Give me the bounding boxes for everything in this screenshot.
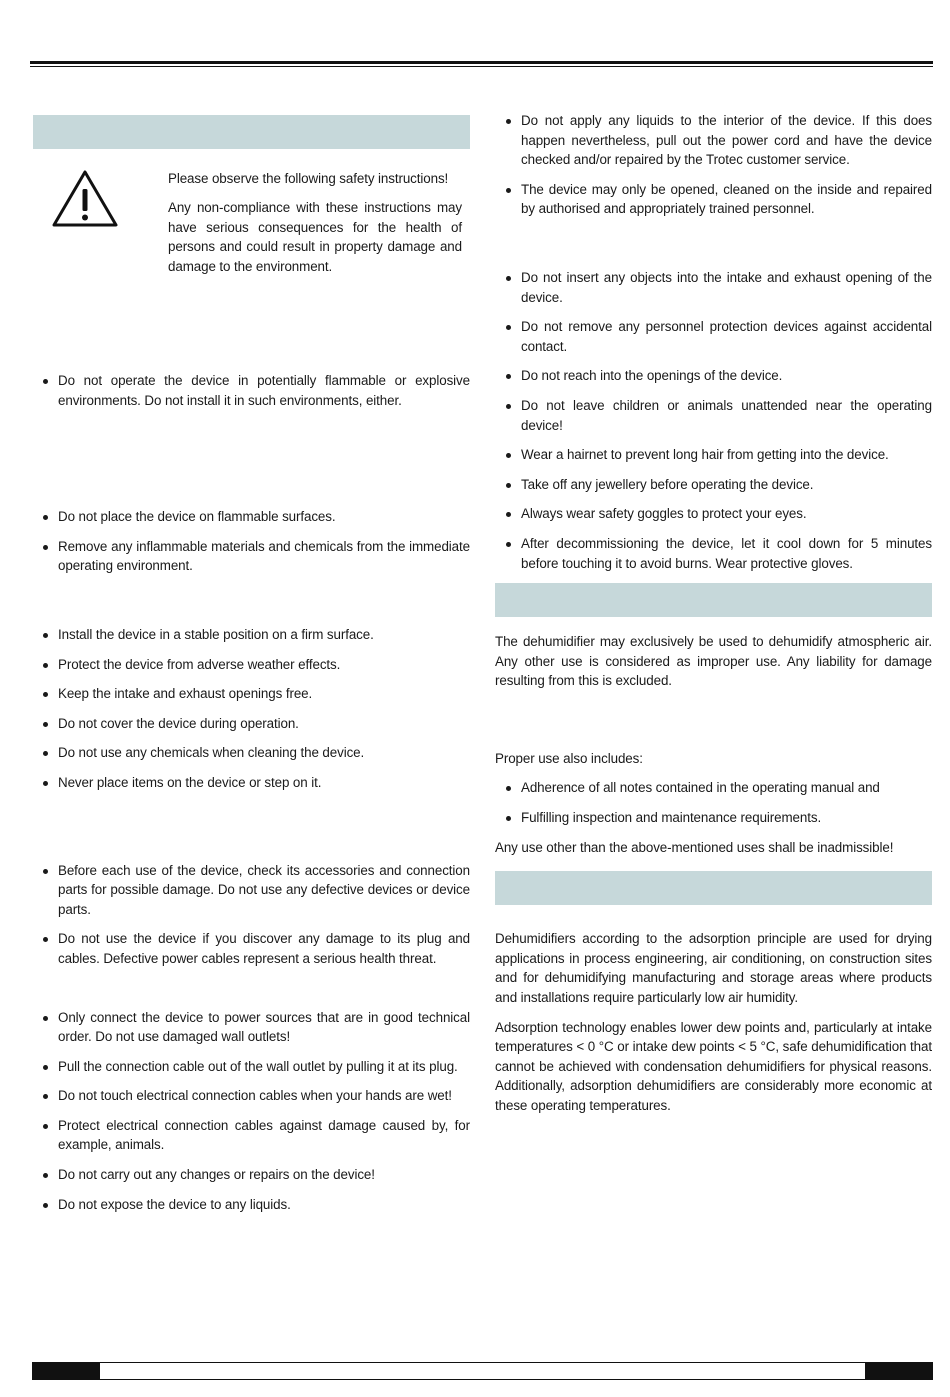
list-item: Never place items on the device or step on it. — [33, 773, 470, 793]
footer-rule — [32, 1362, 933, 1380]
list-item: Protect electrical connection cables against damage caused by, for example, animals. — [33, 1116, 470, 1155]
list-item: Pull the connection cable out of the wall outlet by pulling it at its plug. — [33, 1057, 470, 1077]
warning-block — [33, 149, 470, 334]
personal-protection-list — [495, 268, 932, 573]
list-item: Do not carry out any changes or repairs on the device! — [33, 1165, 470, 1185]
list-item: Protect the device from adverse weather effects. — [33, 655, 470, 675]
list-item: Do not touch electrical connection cables when your hands are wet! — [33, 1086, 470, 1106]
right-column — [495, 111, 932, 1126]
left-column — [33, 115, 470, 1224]
list-item: Do not use any chemicals when cleaning the device. — [33, 743, 470, 763]
damage-check-list — [33, 861, 470, 969]
list-item: Wear a hairnet to prevent long hair from getting into the device. — [495, 445, 932, 465]
liquids-list — [495, 111, 932, 219]
list-item: Take off any jewellery before operating the device. — [495, 475, 932, 495]
list-item: Do not leave children or animals unattended near the operating device! — [495, 396, 932, 435]
list-item: Keep the intake and exhaust openings free. — [33, 684, 470, 704]
flammable-surface-list — [33, 507, 470, 576]
list-item: The device may only be opened, cleaned on the inside and repaired by authorised and appropriately trained personnel. — [495, 180, 932, 219]
application-heading-bar — [495, 871, 932, 905]
header-rule-thin — [30, 66, 933, 67]
list-item: Do not reach into the openings of the device. — [495, 366, 932, 386]
list-item: Only connect the device to power sources that are in good technical order. Do not use damaged wall outlets! — [33, 1008, 470, 1047]
list-item: Do not remove any personnel protection devices against accidental contact. — [495, 317, 932, 356]
warning-consequences: Any non-compliance with these instructions may have serious consequences for the health of persons and could result in property damage and damage to the environment. — [168, 200, 462, 274]
application-paragraph-2: Adsorption technology enables lower dew points and, particularly at intake temperatures < 0 °C or intake dew points < 5 °C, safe dehumidification that cannot be achieved with condensation dehumidifiers for physical reasons. Additionally, adsorption dehumidifiers are considerably more economic at these operating temperatures. — [495, 1019, 932, 1113]
list-item: Adherence of all notes contained in the operating manual and — [495, 778, 932, 798]
warning-triangle-icon — [51, 169, 119, 229]
list-item: Install the device in a stable position on a firm surface. — [33, 625, 470, 645]
list-item: Do not place the device on flammable surfaces. — [33, 507, 470, 527]
intended-use-text: The dehumidifier may exclusively be used to dehumidify atmospheric air. Any other use is considered as improper use. Any liability for damage resulting from this is excluded. — [495, 634, 932, 689]
installation-list — [33, 625, 470, 793]
list-item: Do not operate the device in potentially flammable or explosive environments. Do not install it in such environments, either. — [33, 371, 470, 410]
footer-right-block — [865, 1362, 933, 1380]
proper-use-intro: Proper use also includes: — [495, 750, 643, 766]
list-item: Do not insert any objects into the intake and exhaust opening of the device. — [495, 268, 932, 307]
list-item: Do not cover the device during operation. — [33, 714, 470, 734]
safety-heading-bar — [33, 115, 470, 149]
list-item: Do not apply any liquids to the interior of the device. If this does happen nevertheless, pull out the power cord and have the device checked and/or repaired by the Trotec customer service. — [495, 111, 932, 170]
warning-text — [168, 169, 462, 286]
intended-use-heading-bar — [495, 583, 932, 617]
electrical-list — [33, 1008, 470, 1215]
list-item: Before each use of the device, check its accessories and connection parts for possible damage. Do not use any defective devices or device parts. — [33, 861, 470, 920]
list-item: Do not use the device if you discover any damage to its plug and cables. Defective power cables represent a serious health threat. — [33, 929, 470, 968]
list-item: Fulfilling inspection and maintenance requirements. — [495, 808, 932, 828]
list-item: Remove any inflammable materials and chemicals from the immediate operating environment. — [33, 537, 470, 576]
footer-left-block — [32, 1362, 100, 1380]
list-item: After decommissioning the device, let it cool down for 5 minutes before touching it to avoid burns. Wear protective gloves. — [495, 534, 932, 573]
header-rule — [30, 61, 933, 64]
list-item: Do not expose the device to any liquids. — [33, 1195, 470, 1215]
improper-use-note: Any use other than the above-mentioned uses shall be inadmissible! — [495, 839, 894, 855]
proper-use-list — [495, 778, 932, 827]
warning-observe: Please observe the following safety instructions! — [168, 171, 449, 186]
list-item: Always wear safety goggles to protect your eyes. — [495, 504, 932, 524]
flammable-environment-list — [33, 371, 470, 410]
application-paragraph-1: Dehumidifiers according to the adsorption principle are used for drying applications in process engineering, air conditioning, on construction sites and for dehumidifying manufacturing and storage areas where products and installations require particularly low air humidity. — [495, 931, 932, 1006]
